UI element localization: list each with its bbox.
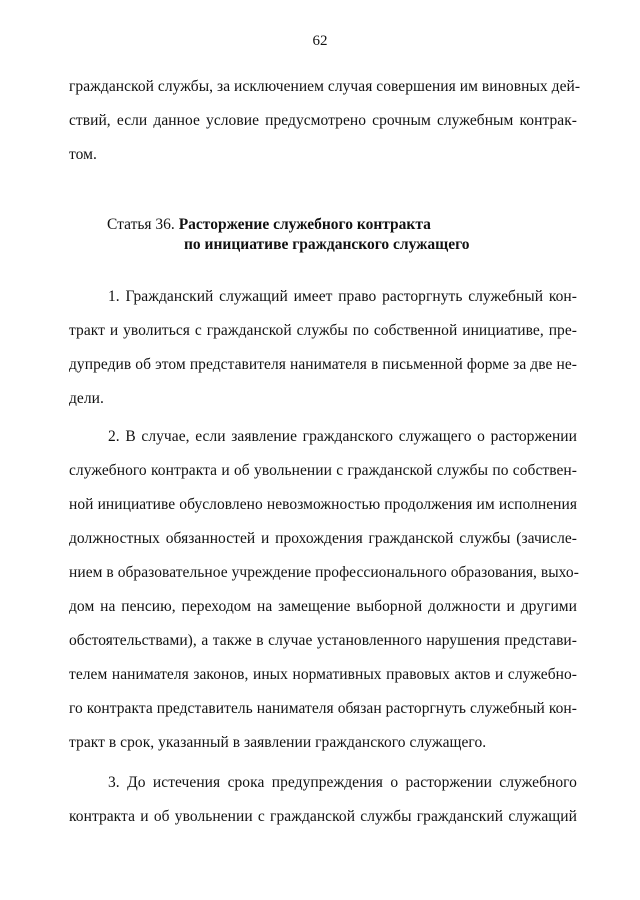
paragraph-2-line-9: го контракта представитель нанимателя обязан расторгнуть служебный кон- [69,700,577,717]
paragraph-1-line-2: тракт и уволиться с гражданской службы по собственной инициативе, пре- [69,322,577,339]
paragraph-2-line-4: должностных обязанностей и прохождения гражданской службы (зачисле- [69,530,577,547]
paragraph-2-line-1: 2. В случае, если заявление гражданского служащего о расторжении [108,428,577,445]
paragraph-2-line-5: нием в образовательное учреждение профессионального образования, выхо- [69,564,579,581]
paragraph-3-line-2: контракта и об увольнении с гражданской службы гражданский служащий [69,808,577,825]
article-title-line-2: по инициативе гражданского служащего [184,236,470,253]
paragraph-2-line-7: обстоятельствами), а также в случае установленного нарушения представи- [69,632,577,649]
paragraph-2-line-8: телем нанимателя законов, иных нормативных правовых актов и служебно- [69,666,577,683]
article-title-line-1: Расторжение служебного контракта [178,216,431,233]
article-heading-line-2 [184,236,470,254]
paragraph-2-line-3: ной инициативе обусловлено невозможностью продолжения им исполнения [69,496,577,513]
article-prefix: Статья 36. [107,216,175,233]
paragraph-1-line-4: дели. [69,390,104,407]
page-number: 62 [312,33,328,49]
intro-line-3: том. [69,146,97,163]
paragraph-2-line-10: тракт в срок, указанный в заявлении гражданского служащего. [69,734,487,751]
paragraph-2-line-2: служебного контракта и об увольнении с гражданской службы по собствен- [69,462,577,479]
paragraph-3-line-1: 3. До истечения срока предупреждения о расторжении служебного [108,774,577,791]
paragraph-1-line-3: дупредив об этом представителя нанимателя в письменной форме за две не- [69,356,577,373]
paragraph-2-line-6: дом на пенсию, переходом на замещение выборной должности и другими [69,598,577,615]
article-heading-line-1 [107,216,431,234]
intro-line-1: гражданской службы, за исключением случая совершения им виновных дей- [69,78,581,95]
paragraph-1-line-1: 1. Гражданский служащий имеет право расторгнуть служебный кон- [108,288,577,305]
intro-line-2: ствий, если данное условие предусмотрено срочным служебным контрак- [69,112,577,129]
